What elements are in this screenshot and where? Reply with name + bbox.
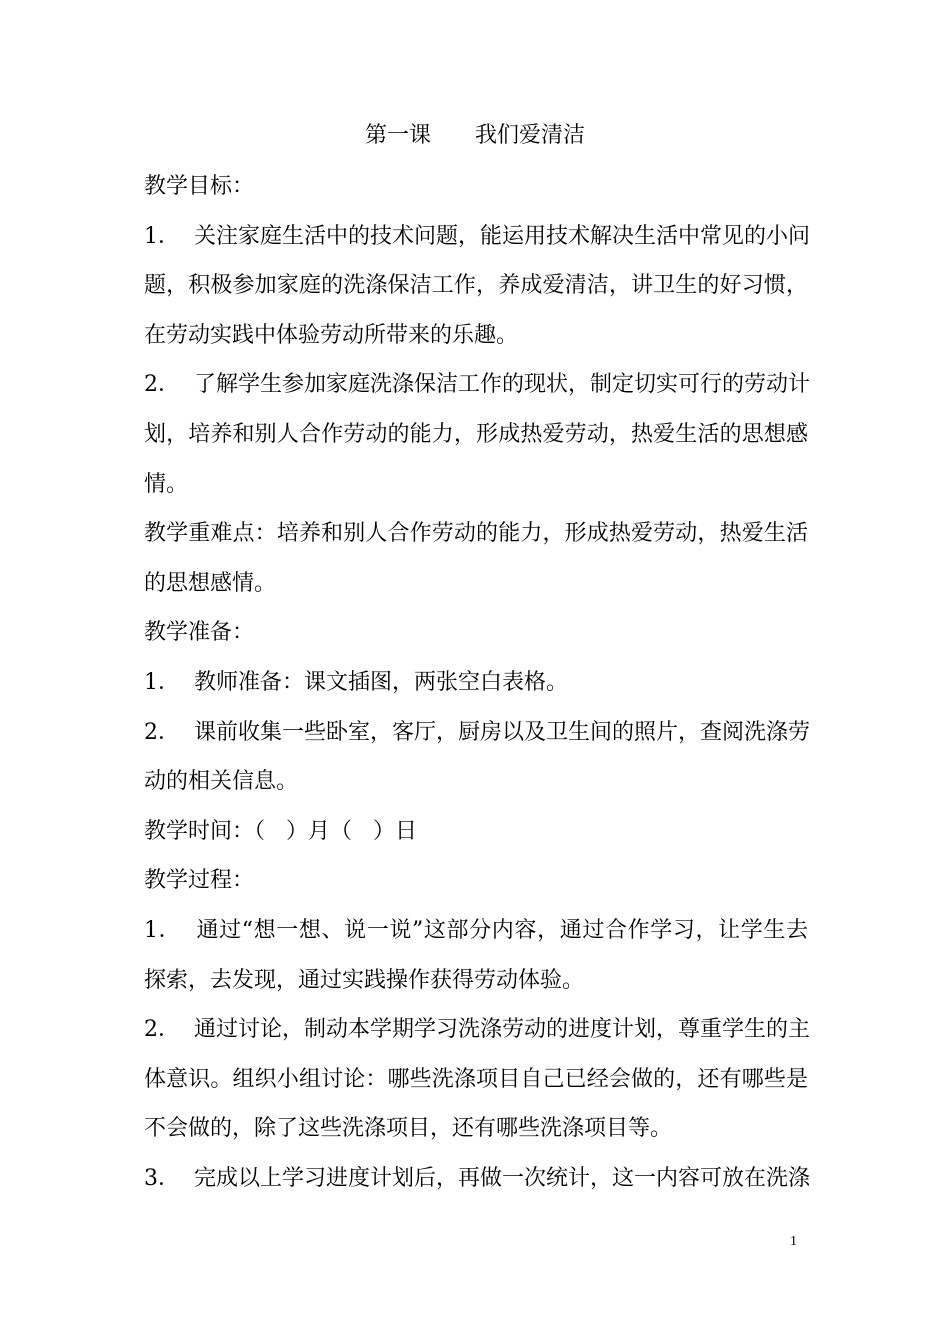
text-line: 2． 课前收集一些卧室，客厅，厨房以及卫生间的照片，查阅洗涤劳 — [144, 719, 810, 745]
section-heading-time: 教学时间：（ ）月（ ）日 — [144, 818, 417, 844]
text-line: 1． 关注家庭生活中的技术问题，能运用技术解决生活中常见的小问 — [144, 223, 810, 249]
text-line: 3． 完成以上学习进度计划后，再做一次统计，这一内容可放在洗涤 — [144, 1165, 810, 1191]
text-line: 1． 通过“想一想、说一说”这部分内容，通过合作学习，让学生去 — [144, 917, 808, 943]
lesson-title: 第一课 我们爱清洁 — [364, 123, 585, 148]
text-line: 体意识。组织小组讨论：哪些洗涤项目自己已经会做的，还有哪些是 — [144, 1066, 808, 1092]
text-line: 不会做的，除了这些洗涤项目，还有哪些洗涤项目等。 — [144, 1116, 673, 1142]
text-line: 2． 通过讨论，制动本学期学习洗涤劳动的进度计划，尊重学生的主 — [144, 1017, 810, 1043]
text-line: 1． 教师准备：课文插图，两张空白表格。 — [144, 669, 568, 695]
text-line: 情。 — [144, 471, 189, 497]
text-line: 题，积极参加家庭的洗涤保洁工作，养成爱清洁，讲卫生的好习惯， — [144, 273, 808, 299]
text-line: 探索，去发现，通过实践操作获得劳动体验。 — [144, 967, 585, 993]
document-body — [144, 162, 808, 1203]
section-heading-key-points: 教学重难点：培养和别人合作劳动的能力，形成热爱劳动，热爱生活 — [144, 521, 808, 547]
section-heading-process: 教学过程： — [144, 868, 255, 894]
section-heading-objectives: 教学目标： — [144, 174, 255, 199]
text-line: 划，培养和别人合作劳动的能力，形成热爱劳动，热爱生活的思想感 — [144, 421, 808, 447]
text-line: 的思想感情。 — [144, 570, 277, 596]
text-line: 在劳动实践中体验劳动所带来的乐趣。 — [144, 322, 519, 348]
page-number: 1 — [790, 1234, 797, 1249]
text-line: 动的相关信息。 — [144, 769, 299, 795]
text-line: 2． 了解学生参加家庭洗涤保洁工作的现状，制定切实可行的劳动计 — [144, 372, 810, 398]
section-heading-preparation: 教学准备： — [144, 620, 255, 646]
